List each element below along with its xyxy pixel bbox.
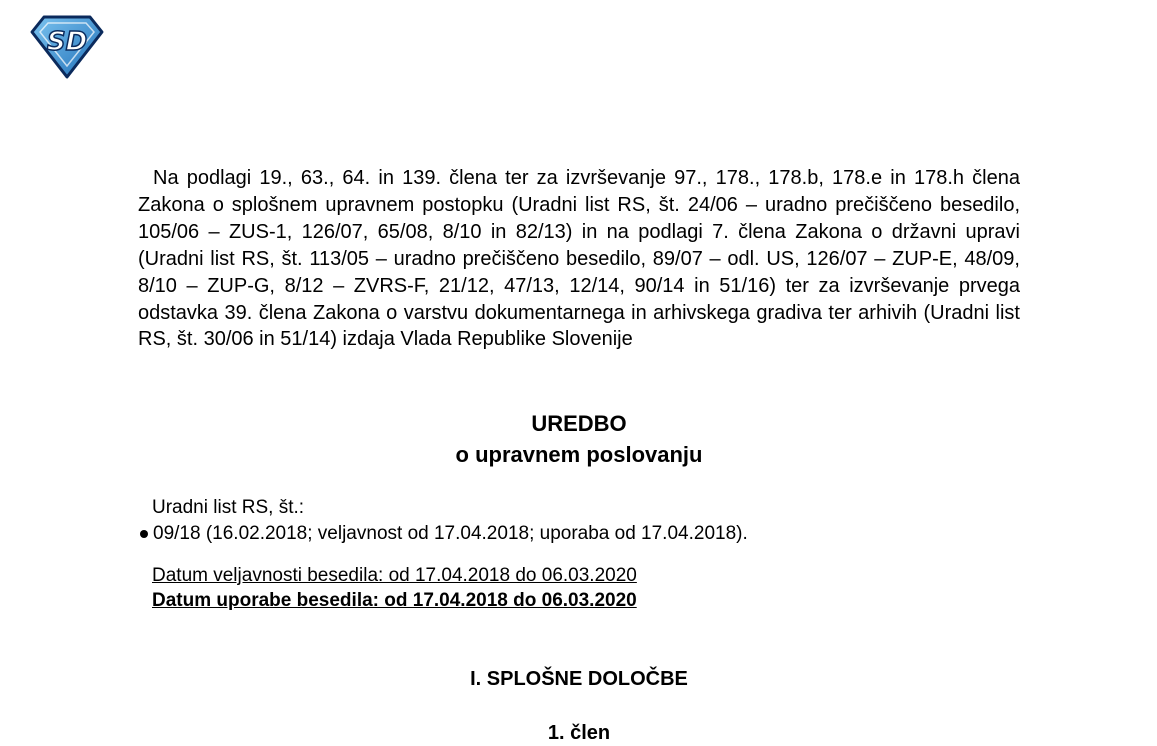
title-subtitle: o upravnem poslovanju — [455, 442, 703, 467]
gazette-list — [138, 523, 748, 545]
title-main: UREDBO — [531, 411, 627, 436]
bullet-icon — [140, 530, 148, 538]
logo-lettering: SD — [46, 27, 88, 57]
section-title: I. SPLOŠNE DOLOČBE — [470, 668, 688, 690]
article-title: 1. člen — [547, 722, 611, 744]
gazette-entry — [138, 523, 748, 545]
usage-date: Datum uporabe besedila: od 17.04.2018 do 06.03.2020 — [152, 589, 637, 611]
gazette-entry-text: 09/18 (16.02.2018; veljavnost od 17.04.2018; uporaba od 17.04.2018). — [153, 523, 748, 544]
validity-date: Datum veljavnosti besedila: od 17.04.2018 do 06.03.2020 — [152, 565, 637, 586]
gazette-label: Uradni list RS, št.: — [152, 497, 305, 518]
validity-block — [152, 564, 637, 613]
sd-shield-logo-icon — [30, 14, 104, 80]
document-title — [138, 408, 1020, 470]
preamble-paragraph: Na podlagi 19., 63., 64. in 139. člena ter za izvrševanje 97., 178., 178.b, 178.e in 178.h člena Zakona o splošnem upravnem postopku (Uradni list RS, št. 24/06 – uradno prečiščeno besedilo, 105/06 – ZUS-1, 126/07, 65/08, 8/10 in 82/13) in na podlagi 7. člena Zakona o državni upravi (Uradni list RS, št. 113/05 – uradno prečiščeno besedilo, 89/07 – odl. US, 126/07 – ZUP-E, 48/09, 8/10 – ZUP-G, 8/12 – ZVRS-F, 21/12, 47/13, 12/14, 90/14 in 51/16) ter za izvrševanje prvega odstavka 39. člena Zakona o varstvu dokumentarnega in arhivskega gradiva ter arhivih (Uradni list RS, št. 30/06 in 51/14) izdaja Vlada Republike Slovenije — [138, 167, 1020, 351]
